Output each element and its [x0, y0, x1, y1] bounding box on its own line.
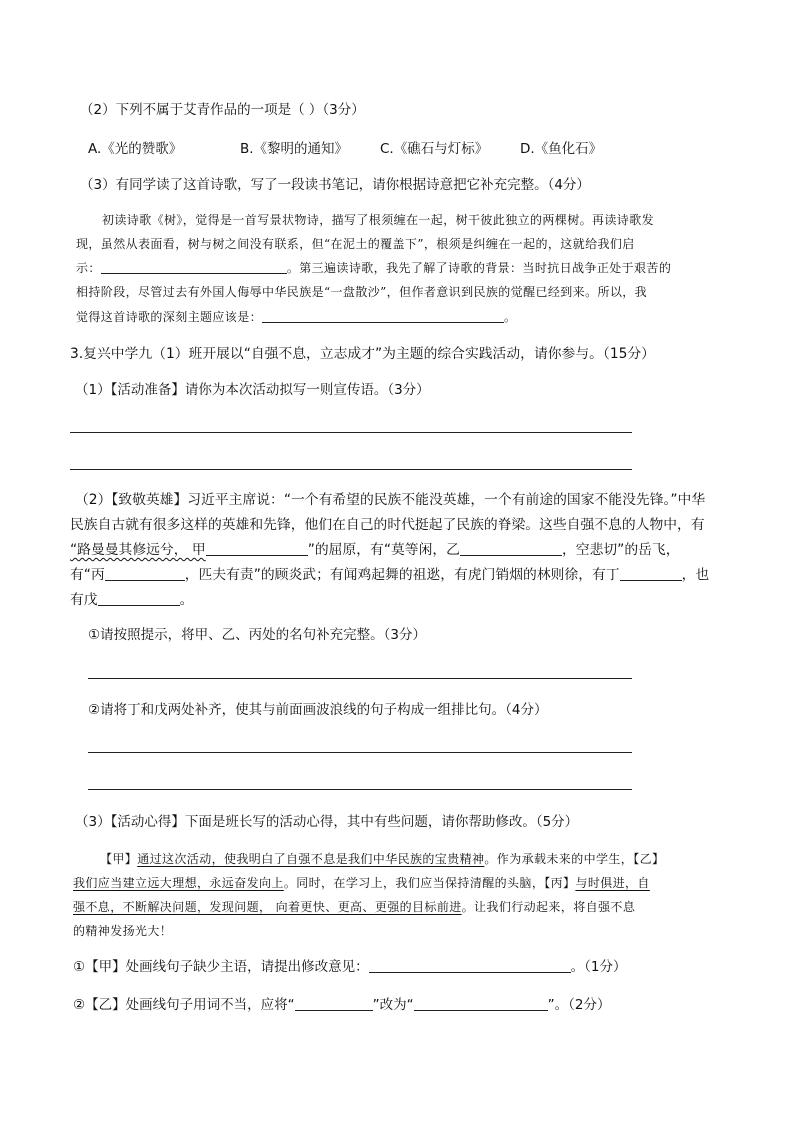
s3-part3-sub2-mid: ”改为“ — [372, 997, 414, 1013]
s3-part1-answer-line-2[interactable] — [70, 469, 632, 470]
q2-option-a: A.《光的赞歌》 — [88, 141, 183, 157]
s3-part2-line-3-end: ，空悲切”的岳飞， — [561, 542, 680, 558]
s3-part3-sub1-text: ①【甲】处画线句子缺少主语，请提出修改意见： — [73, 959, 369, 975]
underlined-sentence-jia: 通过这次活动，使我明白了自强不息是我们中华民族的宝贵精神 — [137, 852, 485, 866]
s3-part2-wavy-sentence: “路曼曼其修远兮， 甲 — [70, 542, 206, 558]
blank-jia[interactable] — [206, 541, 308, 556]
s3-part2-sub2-answer-line-2[interactable] — [88, 789, 632, 790]
s3-part2-line-4-start: 有“丙 — [70, 567, 105, 583]
section-3-title: 3.复兴中学九（1）班开展以“自强不息，立志成才”为主题的综合实践活动，请你参与。（15分） — [70, 346, 655, 362]
s3-part3-sub2 — [73, 996, 610, 1014]
s3-part2-sub2: ②请将丁和戊两处补齐，使其与前面画波浪线的句子构成一组排比句。（4分） — [88, 702, 548, 718]
q3-note-line-5 — [76, 308, 516, 326]
s3-part3-line-3 — [73, 898, 635, 916]
s3-part3-line-1-end: 。作为承载未来的中学生，【乙】 — [484, 852, 665, 866]
s3-part3-line-2-mid: 。同时，在学习上，我们应当保持清醒的头脑，【丙】 — [283, 876, 576, 890]
q2-option-b: B.《黎明的通知》 — [240, 141, 349, 157]
s3-part3-line-1 — [100, 850, 664, 868]
s3-part2-sub2-answer-line-1[interactable] — [88, 752, 632, 753]
marker-jia: 【甲】 — [100, 852, 138, 866]
s3-part3-sub2-score: ”。（2分） — [547, 997, 611, 1013]
s3-part3-line-4: 的精神发扬光大！ — [73, 924, 173, 938]
q3-answer-blank-1[interactable] — [101, 259, 287, 274]
s3-part3-stem: （3）【活动心得】下面是班长写的活动心得，其中有些问题，请你帮助修改。（5分） — [75, 814, 579, 830]
s3-part2-sub1-answer-line[interactable] — [88, 678, 632, 679]
s3-part2-line-3-mid: ”的屈原，有“莫等闲，乙 — [307, 542, 460, 558]
q3-note-line-2: 现，虽然从表面看，树与树之间没有联系，但“在泥土的覆盖下”，根须是纠缠在一起的，这就给我们启 — [76, 237, 635, 251]
s3-part2-line-1: （2）【致敬英雄】习近平主席说：“一个有希望的民族不能没英雄，一个有前途的国家不能没先锋。”中华 — [75, 492, 706, 508]
s3-part3-line-2 — [73, 874, 650, 892]
q3-note-line-3 — [76, 259, 671, 277]
blank-yi[interactable] — [460, 541, 562, 556]
s3-part2-line-4 — [70, 566, 709, 584]
q3-answer-blank-2[interactable] — [262, 308, 504, 323]
q3-note-line-5-end: 。 — [504, 310, 517, 324]
q2-stem: （2）下列不属于艾青作品的一项是（ ）（3分） — [80, 102, 365, 118]
s3-part3-sub2-blank-to[interactable] — [414, 996, 548, 1011]
q3-stem: （3）有同学读了这首诗歌，写了一段读书笔记，请你根据诗意把它补充完整。（4分） — [80, 177, 590, 193]
s3-part2-line-4-mid: ，匹夫有责”的顾炎武；有闻鸡起舞的祖逖，有虎门销烟的林则徐，有丁 — [184, 567, 620, 583]
underlined-sentence-yi: 我们应当建立远大理想，永远奋发向上 — [73, 876, 284, 890]
s3-part1-answer-line-1[interactable] — [70, 432, 632, 433]
s3-part2-line-3 — [70, 541, 680, 559]
s3-part3-line-3-end: 。让我们行动起来，将自强不息 — [461, 900, 636, 914]
s3-part3-sub1-blank[interactable] — [369, 958, 571, 973]
underlined-sentence-bing-part2: 强不息，不断解决问题，发现问题， 向着更快、更高、更强的目标前进 — [73, 900, 462, 914]
s3-part2-sub1: ①请按照提示，将甲、乙、丙处的名句补充完整。（3分） — [88, 627, 426, 643]
q3-note-line-3-start: 示： — [76, 261, 101, 275]
blank-ding[interactable] — [620, 566, 682, 581]
s3-part2-line-2: 民族自古就有很多这样的英雄和先锋，他们在自己的时代挺起了民族的脊梁。这些自强不息的人物中，有 — [70, 517, 705, 533]
q3-note-line-5-start: 觉得这首诗歌的深刻主题应该是： — [76, 310, 263, 324]
q2-option-c: C.《礁石与灯标》 — [380, 141, 489, 157]
s3-part3-sub2-text: ②【乙】处画线句子用词不当，应将“ — [73, 997, 295, 1013]
s3-part2-line-5-end: 。 — [179, 592, 194, 608]
q3-note-line-3-end: 。第三遍读诗歌，我先了解了诗歌的背景：当时抗日战争正处于艰苦的 — [286, 261, 672, 275]
q3-note-line-1: 初读诗歌《树》，觉得是一首写景状物诗，描写了根须缠在一起，树干彼此独立的两棵树。再读诗歌发 — [102, 213, 655, 227]
blank-wu[interactable] — [98, 591, 180, 606]
s3-part2-line-5 — [70, 591, 193, 609]
s3-part3-sub1-score: 。（1分） — [570, 959, 627, 975]
q3-note-line-4: 相持阶段，尽管过去有外国人侮辱中华民族是“一盘散沙”，但作者意识到民族的觉醒已经到来。所以，我 — [76, 285, 648, 299]
s3-part2-line-4-end: ，也 — [681, 567, 710, 583]
s3-part1-stem: （1）【活动准备】请你为本次活动拟写一则宣传语。（3分） — [75, 382, 430, 398]
s3-part3-sub2-blank-from[interactable] — [295, 996, 373, 1011]
q2-option-d: D.《鱼化石》 — [520, 141, 603, 157]
s3-part3-sub1 — [73, 958, 626, 976]
underlined-sentence-bing-part1: 与时俱进，自 — [575, 876, 650, 890]
blank-bing[interactable] — [105, 566, 185, 581]
s3-part2-line-5-start: 有戊 — [70, 592, 98, 608]
